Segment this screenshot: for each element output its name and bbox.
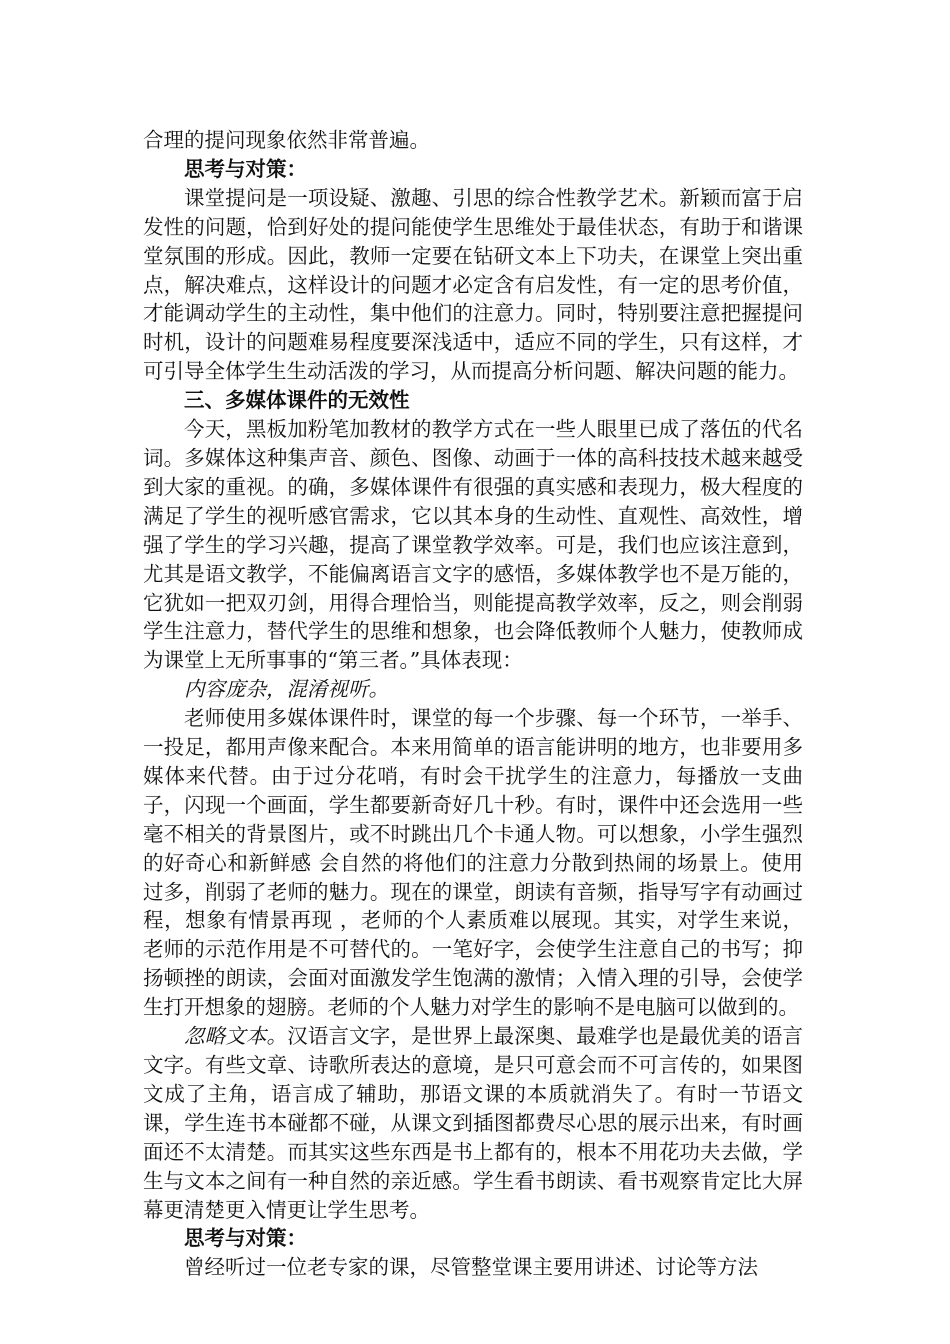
section-heading-strategy-2: 思考与对策：: [184, 1226, 307, 1251]
paragraph-teacher-multimedia: 老师使用多媒体课件时，课堂的每一个步骤、每一个环节，一举手、一投足，都用声像来配合。本来用简单的语言能讲明的地方，也非要用多媒体来代替。由于过分花哨，有时会干扰学生的注意力，每播放一支曲子，闪现一个画面，学生都要新奇好几十秒。有时，课件中还会选用一些毫不相关的背景图片，或不时跳出几个卡通人物。可以想象，小学生强烈的好奇心和新鲜感 会自然的将他们的注意力分散到热闹的场景上。使用过多，削弱了老师的魅力。现在的课堂，朗读有音频，指导写字有动画过程，想象有情景再现 ，老师的个人素质难以展现。其实，对学生来说，老师的示范作用是不可替代的。一笔好字，会使学生注意自己的书写；抑扬顿挫的朗读，会面对面激发学生饱满的激情；入情入理的引导，会使学生打开想象的翅膀。老师的个人魅力对学生的影响不是电脑可以做到的。: [143, 706, 803, 1020]
section-heading-multimedia: 三、多媒体课件的无效性: [184, 388, 410, 413]
paragraph-ignore-text: [143, 1022, 803, 1224]
paragraph-continuation: 合理的提问现象依然非常普遍。: [143, 128, 430, 152]
paragraph-expert-lesson: 曾经听过一位老专家的课，尽管整堂课主要用讲述、讨论等方法: [184, 1255, 758, 1280]
document-page: [143, 126, 803, 1282]
subheading-content-clutter: 内容庞杂，混淆视听。: [184, 677, 389, 702]
paragraph-multimedia-intro: 今天，黑板加粉笔加教材的教学方式在一些人眼里已成了落伍的代名词。多媒体这种集声音、颜色、图像、动画于一体的高科技技术越来越受到大家的重视。的确，多媒体课件有很强的真实感和表现力，极大程度的满足了学生的视听感官需求，它以其本身的生动性、直观性、高效性，增强了学生的学习兴趣，提高了课堂教学效率。可是，我们也应该注意到，尤其是语文教学，不能偏离语言文字的感悟，多媒体教学也不是万能的，它犹如一把双刃剑，用得合理恰当，则能提高教学效率，反之，则会削弱学生注意力，替代学生的思维和想象，也会降低教师个人魅力，使教师成为课堂上无所事事的“第三者。”具体表现：: [143, 417, 803, 673]
paragraph-questioning: 课堂提问是一项设疑、激趣、引思的综合性教学艺术。新颖而富于启发性的问题，恰到好处的提问能使学生思维处于最佳状态，有助于和谐课堂氛围的形成。因此，教师一定要在钻研文本上下功夫，在课堂上突出重点，解决难点，这样设计的问题才必定含有启发性，有一定的思考价值，才能调动学生的主动性，集中他们的注意力。同时，特别要注意把握提问时机，设计的问题难易程度要深浅适中，适应不同的学生，只有这样，才可引导全体学生生动活泼的学习，从而提高分析问题、解决问题的能力。: [143, 185, 803, 384]
section-heading-strategy-1: 思考与对策：: [184, 156, 307, 181]
paragraph-ignore-text-body: 汉语言文字，是世界上最深奥、最难学也是最优美的语言文字。有些文章、诗歌所表达的意境，是只可意会而不可言传的，如果图文成了主角，语言成了辅助，那语文课的本质就消失了。有时一节语文课，学生连书本碰都不碰，从课文到插图都费尽心思的展示出来，有时画面还不太清楚。而其实这些东西是书上都有的，根本不用花功夫去做，学生与文本之间有一种自然的亲近感。学生看书朗读、看书观察肯定比大屏幕更清楚更入情更让学生思考。: [143, 1024, 804, 1222]
subheading-ignore-text: 忽略文本。: [184, 1024, 288, 1049]
